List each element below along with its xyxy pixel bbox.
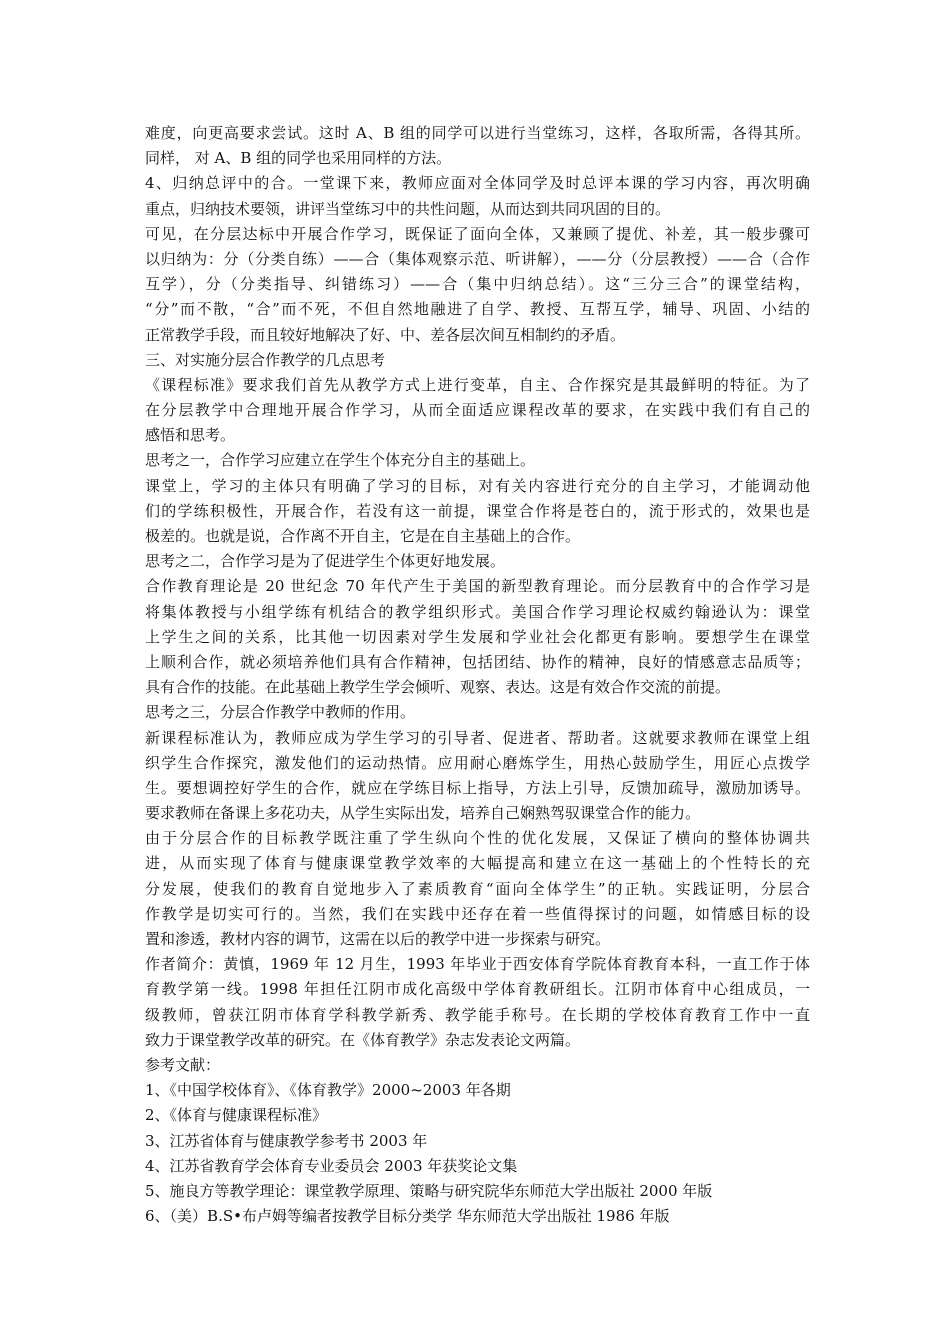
- text-line: 互学），分（分类指导、纠错练习）——合（集中归纳总结）。这“三分三合”的课堂结构，: [145, 275, 810, 294]
- text-line: 4、归纳总评中的合。一堂课下来，教师应面对全体同学及时总评本课的学习内容，再次明确: [145, 174, 810, 193]
- author-bio-line: 致力于课堂教学改革的研究。在《体育教学》杂志发表论文两篇。: [145, 1030, 581, 1049]
- reference-item: 6、（美）B.S•布卢姆等编者按教学目标分类学 华东师范大学出版社 1986 年版: [145, 1207, 670, 1226]
- author-bio-line: 级教师，曾获江阴市体育学科教学新秀、教学能手称号。在长期的学校体育教育工作中一直: [145, 1005, 810, 1024]
- text-line: 生。要想调控好学生的合作，就应在学练目标上指导，方法上引导，反馈加疏导，激励加诱导。: [145, 778, 810, 797]
- author-bio-line: 作者简介：黄慎，1969 年 12 月生，1993 年毕业于西安体育学院体育教育本科，一直工作于体: [145, 955, 810, 974]
- text-line: 重点，归纳技术要领，讲评当堂练习中的共性问题，从而达到共同巩固的目的。: [145, 199, 671, 218]
- text-line: 作教学是切实可行的。当然，我们在实践中还存在着一些值得探讨的问题，如情感目标的设: [145, 904, 810, 923]
- text-line: 上顺利合作，就必须培养他们具有合作精神，包括团结、协作的精神，良好的情感意志品质等；: [145, 652, 810, 671]
- text-line: 《课程标准》要求我们首先从教学方式上进行变革，自主、合作探究是其最鲜明的特征。为了: [145, 375, 810, 394]
- subsection-heading: 思考之一，合作学习应建立在学生个体充分自主的基础上。: [145, 451, 536, 470]
- text-line: 由于分层合作的目标教学既注重了学生纵向个性的优化发展，又保证了横向的整体协调共: [145, 829, 810, 848]
- subsection-heading: 思考之三，分层合作教学中教师的作用。: [145, 703, 416, 722]
- text-line: 要求教师在备课上多花功夫，从学生实际出发，培养自己娴熟驾驭课堂合作的能力。: [145, 804, 701, 823]
- text-line: 具有合作的技能。在此基础上教学生学会倾听、观察、表达。这是有效合作交流的前提。: [145, 678, 731, 697]
- text-line: 可见，在分层达标中开展合作学习，既保证了面向全体，又兼顾了提优、补差，其一般步骤可: [145, 224, 810, 243]
- text-line: 难度，向更高要求尝试。这时 A、B 组的同学可以进行当堂练习，这样，各取所需，各得其所。: [145, 124, 810, 142]
- text-line: 上学生之间的关系，比其他一切因素对学生发展和学业社会化都更有影响。要想学生在课堂: [145, 627, 810, 646]
- reference-item: 3、江苏省体育与健康教学参考书 2003 年: [145, 1131, 428, 1150]
- document-body: [145, 121, 810, 1229]
- text-line: 将集体教授与小组学练有机结合的教学组织形式。美国合作学习理论权威约翰逊认为：课堂: [145, 602, 810, 621]
- text-line: 新课程标准认为，教师应成为学生学习的引导者、促进者、帮助者。这就要求教师在课堂上组: [145, 728, 810, 747]
- text-line: 极差的。也就是说，合作离不开自主，它是在自主基础上的合作。: [145, 527, 581, 545]
- text-line: 同样， 对 A、B 组的同学也采用同样的方法。: [145, 149, 452, 168]
- text-line: 正常教学手段，而且较好地解决了好、中、差各层次间互相制约的矛盾。: [145, 325, 626, 344]
- text-line: 织学生合作探究，激发他们的运动热情。应用耐心磨炼学生，用热心鼓励学生，用匠心点拨学: [145, 753, 810, 772]
- reference-item: 5、施良方等教学理论：课堂教学原理、策略与研究院华东师范大学出版社 2000 年版: [145, 1181, 713, 1200]
- text-line: 感悟和思考。: [145, 426, 236, 445]
- references-heading: 参考文献：: [145, 1055, 221, 1074]
- reference-item: 4、江苏省教育学会体育专业委员会 2003 年获奖论文集: [145, 1156, 518, 1175]
- author-bio-line: 育教学第一线。1998 年担任江阴市成化高级中学体育教研组长。江阴市体育中心组成员，一: [145, 980, 810, 999]
- text-line: 以归纳为：分（分类自练）——合（集体观察示范、听讲解），——分（分层教授）——合（合作: [145, 249, 810, 268]
- text-line: 置和渗透，教材内容的调节，这需在以后的教学中进一步探索与研究。: [145, 930, 611, 948]
- text-line: 进，从而实现了体育与健康课堂教学效率的大幅提高和建立在这一基础上的个性特长的充: [145, 854, 810, 873]
- text-line: “分”而不散，“合”而不死，不但自然地融进了自学、教授、互帮互学，辅导、巩固、小结的: [145, 300, 810, 319]
- text-line: 课堂上，学习的主体只有明确了学习的目标，对有关内容进行充分的自主学习，才能调动他: [145, 476, 810, 495]
- reference-item: 2、《体育与健康课程标准》: [145, 1106, 328, 1125]
- reference-item: 1、《中国学校体育》、《体育教学》2000~2003 年各期: [145, 1081, 511, 1100]
- subsection-heading: 思考之二，合作学习是为了促进学生个体更好地发展。: [145, 552, 506, 571]
- text-line: 合作教育理论是 20 世纪念 70 年代产生于美国的新型教育理论。而分层教育中的合作学习是: [145, 577, 810, 596]
- text-line: 分发展，使我们的教育自觉地步入了素质教育“面向全体学生”的正轨。实践证明，分层合: [145, 879, 810, 898]
- section-heading: 三、对实施分层合作教学的几点思考: [145, 350, 386, 369]
- text-line: 们的学练积极性，开展合作，若没有这一前提，课堂合作将是苍白的，流于形式的，效果也是: [145, 501, 810, 520]
- text-line: 在分层教学中合理地开展合作学习，从而全面适应课程改革的要求，在实践中我们有自己的: [145, 401, 810, 420]
